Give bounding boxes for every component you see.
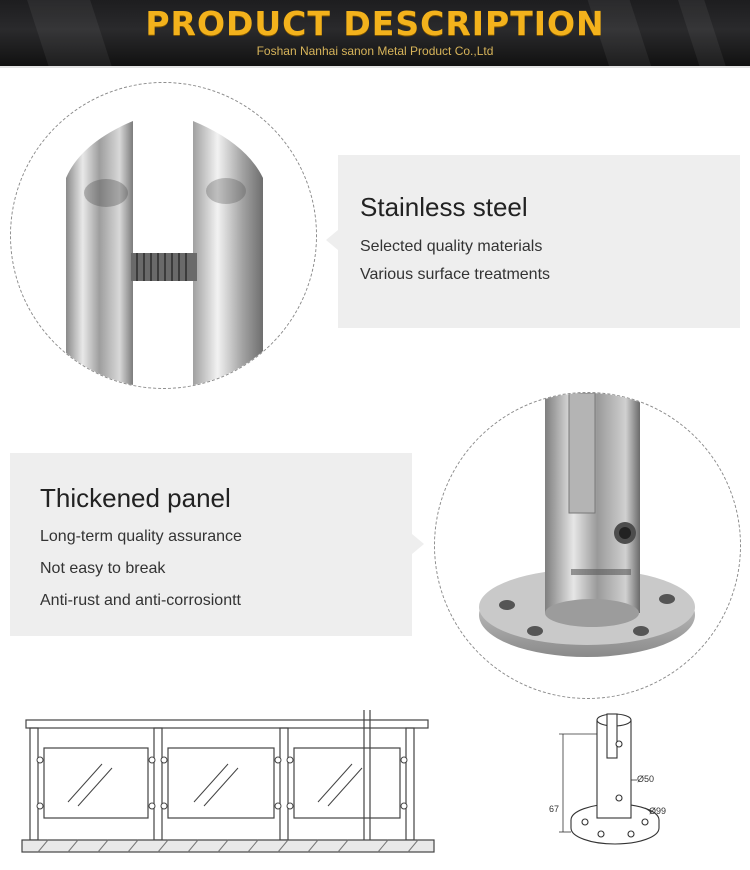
banner-subtitle: Foshan Nanhai sanon Metal Product Co.,Ltd [256, 44, 494, 58]
top-diameter-label: Ø50 [637, 774, 655, 784]
spigot-dimension-drawing [545, 708, 695, 858]
feature-line: Not easy to break [40, 560, 166, 577]
railing-elevation-drawing [18, 706, 438, 856]
panel-pointer [326, 230, 338, 250]
spigot-drawing-svg [545, 708, 695, 858]
header-banner [0, 0, 750, 66]
feature-title: Thickened panel [40, 483, 231, 513]
height-dimension-label: 67 [549, 804, 560, 814]
feature-stainless-steel [338, 155, 740, 328]
feature-thickened-panel [10, 453, 412, 636]
spigot-illustration [435, 393, 740, 698]
clamp-closeup-image [10, 82, 317, 389]
spigot-closeup-image [434, 392, 741, 699]
base-diameter-label: Ø99 [649, 806, 667, 816]
panel-pointer [412, 534, 424, 554]
clamp-illustration [11, 83, 316, 388]
feature-line: Anti-rust and anti-corrosiontt [40, 592, 241, 609]
feature-title: Stainless steel [360, 192, 528, 222]
banner-divider [0, 66, 750, 68]
banner-title: PRODUCT DESCRIPTION [145, 4, 605, 43]
feature-line: Various surface treatments [360, 266, 551, 283]
feature-line: Selected quality materials [360, 238, 543, 255]
railing-drawing-svg [18, 706, 438, 856]
feature-line: Long-term quality assurance [40, 528, 242, 545]
